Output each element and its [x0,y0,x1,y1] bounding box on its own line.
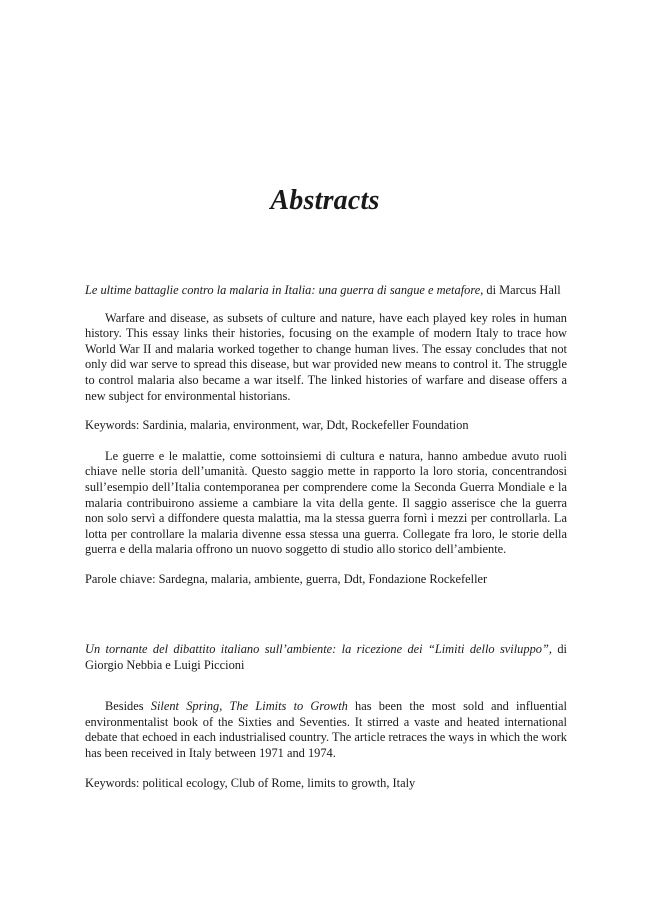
abstract-1 [85,283,567,588]
abstract-1-authors: di Marcus Hall [483,283,561,297]
abstract-1-italian-paragraph: Le guerre e le malattie, come sottoinsiemi di cultura e natura, hanno ambedue avuto ruoli chiave nelle storia dell’umanità. Questo saggio mette in rapporto la loro storia, concentrandosi sull’esempio dell’Italia contemporanea per comprendere come la Seconda Guerra Mondiale e la malaria contribuirono assieme a cambiare la vita della gente. Il saggio asserisce che la guerra non solo servì a diffondere questa malattia, ma la stessa guerra fornì i mezzi per controllarla. La lotta per controllare la malaria divenne essa stessa una guerra. Collegate fra loro, le storie della guerra e della malaria offrono un nuovo soggetto di studio allo storico dell’ambiente. [85,448,567,557]
abstract-2-authors: di Giorgio Nebbia e Luigi Piccioni [85,642,567,672]
abstract-1-english-keywords: Keywords: Sardinia, malaria, environment, war, Ddt, Rockefeller Foundation [85,418,469,433]
abstract-2 [85,642,567,791]
abstract-2-english-paragraph [85,699,567,761]
abstract-2-body: has been the most sold and influential environmentalist book of the Sixties and Seventies. It stirred a vaste and heated international debate that echoed in each industrialised country. The article retraces the ways in which the work has been received in Italy between 1971 and 1974. [85,699,567,760]
abstract-2-english-keywords: Keywords: political ecology, Club of Rome, limits to growth, Italy [85,775,416,790]
abstract-2-lead: Besides [105,699,151,714]
abstract-1-heading [85,283,567,299]
abstract-1-title: Le ultime battaglie contro la malaria in Italia: una guerra di sangue e metafore, [85,283,484,297]
abstract-2-heading [85,642,567,673]
abstract-2-title: Un tornante del dibattito italiano sull’ambiente: la ricezione dei “Limiti dello sviluppo”, [85,642,552,656]
abstract-1-italian-keywords: Parole chiave: Sardegna, malaria, ambiente, guerra, Ddt, Fondazione Rockefeller [85,571,488,586]
abstract-1-english-paragraph: Warfare and disease, as subsets of culture and nature, have each played key roles in human history. This essay links their histories, focusing on the example of modern Italy to trace how World War II and malaria worked together to change human lives. The essay concludes that not only did war serve to spread this disease, but war provided new means to control it. The struggle to control malaria also became a war itself. The linked histories of warfare and disease offers a new subject for environmental historians. [85,310,567,403]
page-title: Abstracts [270,184,380,216]
abstract-2-book-titles: Silent Spring, The Limits to Growth [150,699,348,714]
